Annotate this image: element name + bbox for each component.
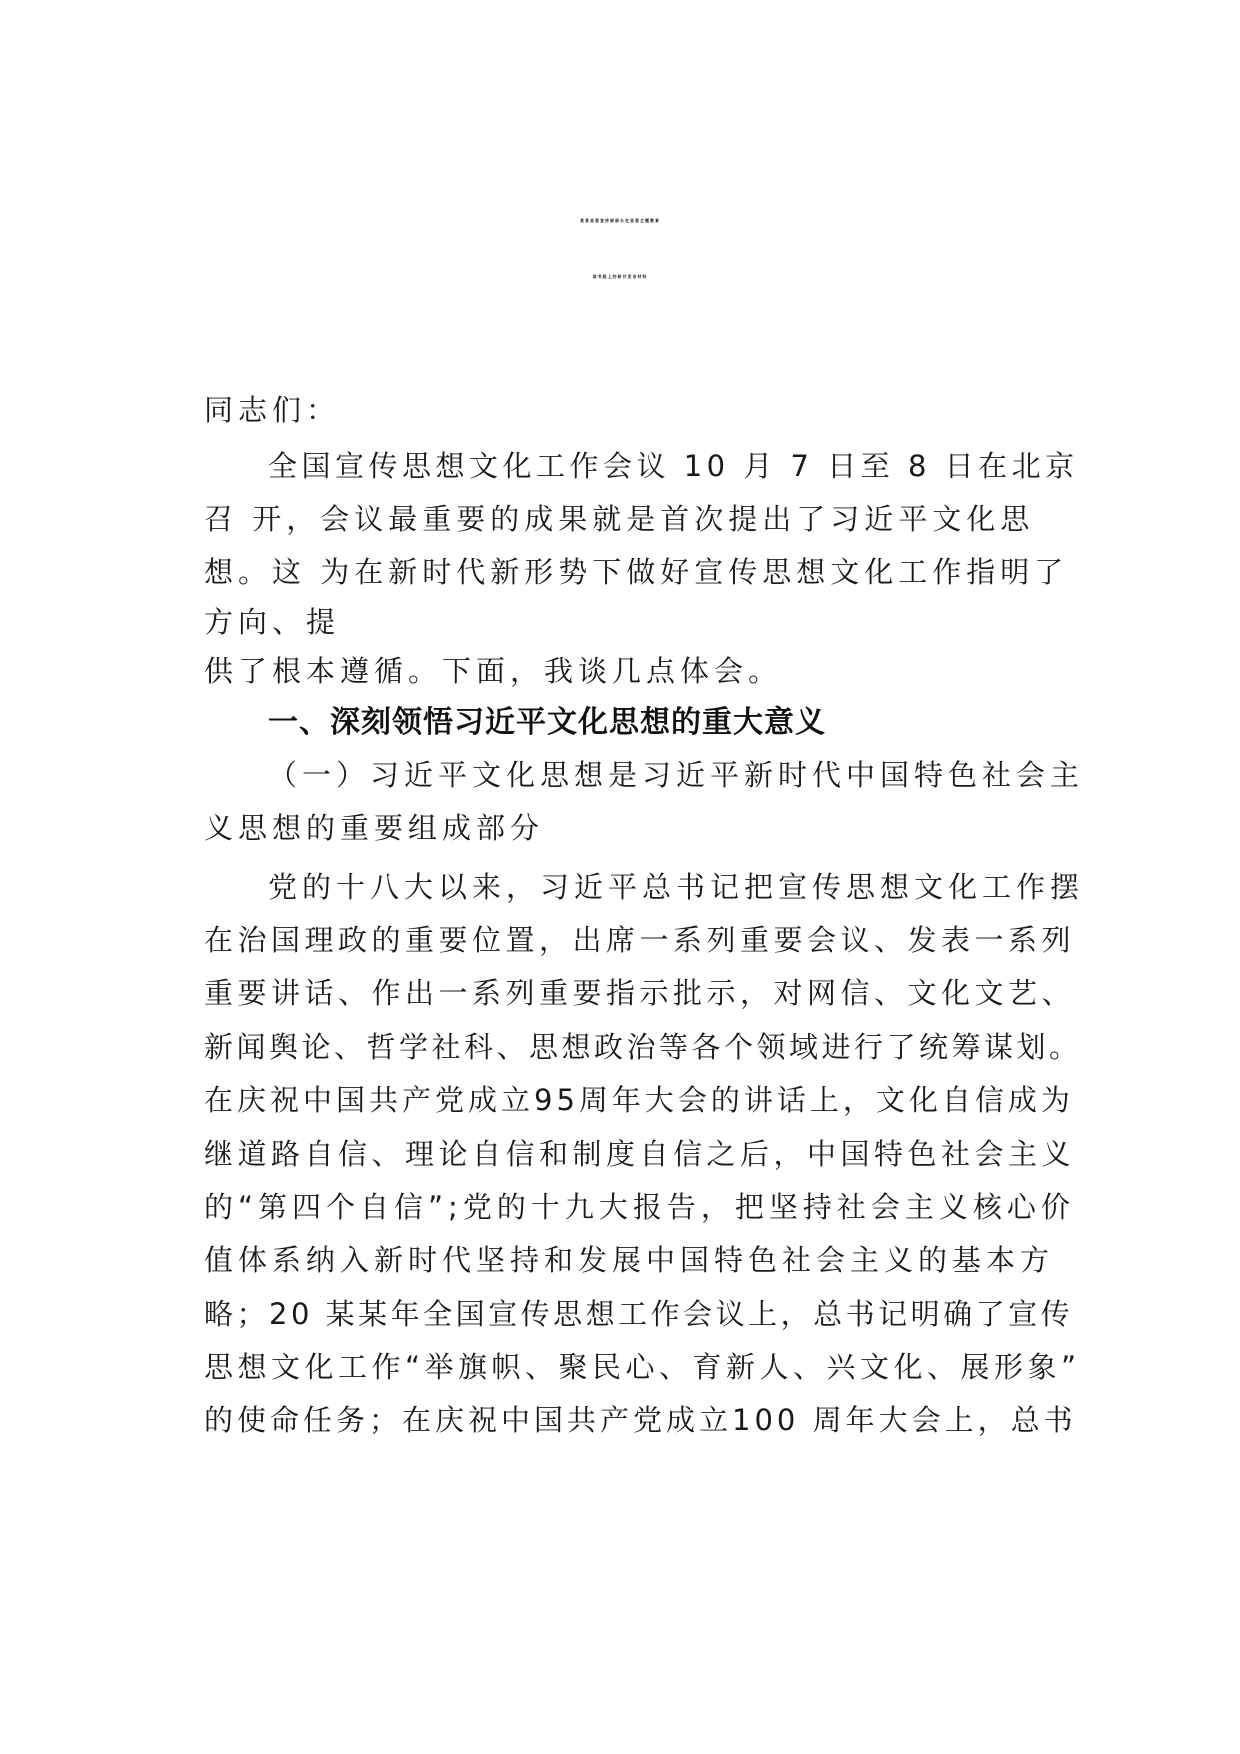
subheading-line: 义思想的重要组成部分 [204,811,545,845]
paragraph-1-line: 召 开，会议最重要的成果就是首次提出了习近平文化思 [204,502,1035,536]
subheading-line: （一）习近平文化思想是习近平新时代中国特色社会主 [268,758,1085,792]
document-title-line-1: 某某县委宣传部部长在县委主题教育 [580,218,660,223]
paragraph-2-line: 的“第四个自信”;党的十九大报告，把坚持社会主义核心价 [204,1190,1075,1224]
paragraph-1-line: 想。这 为在新时代新形势下做好宣传思想文化工作指明了 [204,555,1069,589]
paragraph-1-line: 全国宣传思想文化工作会议 10 月 7 日至 8 日在北京 [268,449,1079,483]
paragraph-2-line: 重要讲话、作出一系列重要指示批示，对网信、文化文艺、 [204,976,1076,1010]
paragraph-2-line: 在庆祝中国共产党成立95周年大会的讲话上，文化自信成为 [204,1083,1074,1117]
document-title-line-2: 读书班上的研讨发言材料 [592,274,648,279]
section-heading-1: 一、深刻领悟习近平文化思想的重大意义 [268,705,826,740]
paragraph-2-line: 党的十八大以来，习近平总书记把宣传思想文化工作摆 [268,870,1085,904]
paragraph-2-line: 的使命任务；在庆祝中国共产党成立100 周年大会上，总书 [204,1403,1077,1437]
paragraph-1-line: 供了根本遵循。下面，我谈几点体会。 [204,654,783,688]
paragraph-2-line: 略；20 某某年全国宣传思想工作会议上，总书记明确了宣传 [204,1297,1074,1331]
salutation: 同志们： [204,393,341,427]
paragraph-2-line: 思想文化工作“举旗帜、聚民心、育新人、兴文化、展形象” [204,1350,1081,1384]
paragraph-2-line: 在治国理政的重要位置，出席一系列重要会议、发表一系列 [204,923,1076,957]
paragraph-1-line: 方向、提 [204,605,341,639]
paragraph-2-line: 值体系纳入新时代坚持和发展中国特色社会主义的基本方 [204,1243,1055,1277]
paragraph-2-line: 新闻舆论、哲学社科、思想政治等各个领域进行了统筹谋划。 [204,1030,1082,1064]
paragraph-2-line: 继道路自信、理论自信和制度自信之后，中国特色社会主义 [204,1137,1076,1171]
